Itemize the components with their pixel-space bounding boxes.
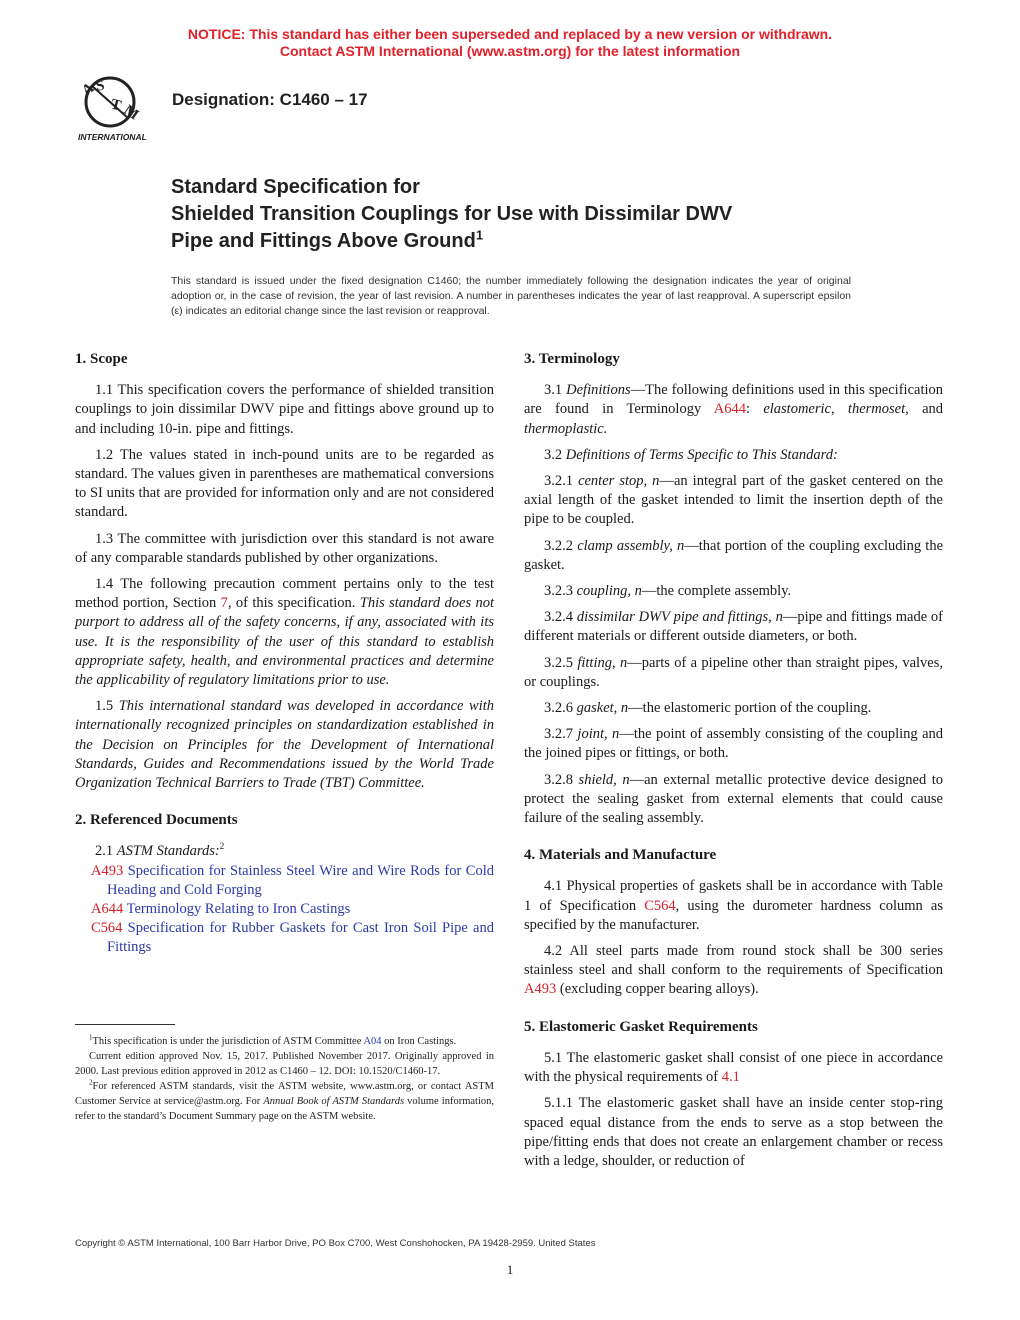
para-2-1-num: 2.1 [95,843,117,860]
right-column [524,350,943,1178]
title-line-2: Shielded Transition Couplings for Use with Dissimilar DWV [171,203,733,225]
para-3-2-italic: Definitions of Terms Specific to This Standard: [565,446,838,463]
para-1-4-italic: This standard does not purport to address all of the safety concerns, if any, associated with its use. It is the responsibility of the user of this standard to establish appropriate safety, health, and environmental practices and determine the applicability of regulatory limitations prior to use. [75,595,495,689]
def-term: coupling, n [576,583,642,600]
footnote-2 [75,1079,494,1124]
footnote-divider [75,1024,175,1025]
copyright-line: Copyright © ASTM International, 100 Barr Harbor Drive, PO Box C700, West Conshohocken, PA 19428-2959. United States [75,1238,596,1249]
def-term: fitting, n [577,654,628,671]
definition-3-2-3 [524,582,943,601]
def-num: 3.2.1 [544,473,579,490]
def-text: —the complete assembly. [641,583,792,600]
def-num: 3.2.2 [544,537,578,554]
section-4-1-link[interactable]: 4.1 [721,1069,740,1086]
def-text: —an external metallic protective device designed to protect the sealing gasket from external elements that could cause failure of the sealing assembly. [524,771,944,827]
notice-line-1: NOTICE: This standard has either been superseded and replaced by a new version or withdrawn. [187,26,833,42]
para-5-1 [524,1049,943,1087]
footnote-2-text-b: volume information, refer to the standard’s Document Summary page on the ASTM website. [75,1096,494,1122]
designation: Designation: C1460 – 17 [172,90,368,109]
para-5-1-text: 5.1 The elastomeric gasket shall consist of one piece in accordance with the physical requirements of [524,1049,943,1086]
issuance-note: This standard is issued under the fixed designation C1460; the number immediately following the designation indicates the year of original adoption or, in the case of revision, the year of last revision. A number in parentheses indicates the year of last reapproval. A superscript epsilon (ε) indicates an editorial change since the last revision or reapproval. [171,275,851,317]
definition-3-2-4 [524,608,943,646]
section-scope-heading: 1. Scope [75,351,128,367]
def-num: 3.2.8 [544,771,579,788]
para-3-2 [524,446,943,465]
ref-code[interactable]: A493 [91,862,124,879]
definition-3-2-8 [524,771,943,829]
para-3-1-terms: elastomeric, thermoset, [763,401,909,418]
logo-wordmark: INTERNATIONAL [78,132,147,142]
para-3-1-term: Definitions [566,382,631,399]
footnote-2-italic: Annual Book of ASTM Standards [263,1096,405,1107]
para-1-4-text-b: , of this specification. [227,595,360,612]
title-line-3: Pipe and Fittings Above Ground [171,230,476,252]
a493-link[interactable]: A493 [524,981,557,998]
a644-link[interactable]: A644 [713,401,746,418]
document-title [171,174,871,255]
def-term: shield, n [578,771,630,788]
para-1-5 [75,697,494,793]
def-term: joint, n [577,726,620,743]
footnote-1-text-a: This specification is under the jurisdiction of ASTM Committee [92,1036,364,1047]
svg-text:M: M [120,102,142,124]
svg-text:T: T [108,96,123,115]
definition-3-2-5 [524,654,943,692]
ref-a644[interactable] [91,900,494,919]
astm-logo [70,72,162,144]
def-num: 3.2.7 [544,726,578,743]
para-2-1-footnote-mark: 2 [219,841,225,852]
footnotes [75,1034,494,1124]
para-1-5-italic: This international standard was developed in accordance with internationally recognized principles on standardization established in the Decision on Principles for the Development of International Standards, Guides and Recommendations issued by the World Trade Organization Technical Barriers to Trade (TBT) Committee. [75,698,494,792]
footnote-1-text-b: on Iron Castings. [381,1036,457,1047]
section-7-link[interactable]: 7 [220,595,228,612]
astm-logo-mark [70,72,162,144]
para-4-2 [524,942,943,1000]
para-3-1-term-last: thermoplastic. [524,420,608,437]
para-5-1-1: 5.1.1 The elastomeric gasket shall have an inside center stop-ring spaced equal distance from the ends to serve as a stop between the pipe/fitting ends that does not create an enlargement chamber or recess with a ledge, shoulder, or reduction of [524,1095,943,1169]
para-4-1-text-b: , using the durometer hardness column as specified by the manufacturer. [524,897,943,933]
def-text: —parts of a pipeline other than straight pipes, valves, or couplings. [524,654,943,690]
para-3-1-num: 3.1 [544,382,567,399]
svg-text:A: A [79,79,98,100]
para-4-2-text-b: (excluding copper bearing alloys). [556,981,759,998]
para-2-1 [75,842,494,861]
def-term: dissimilar DWV pipe and fittings, n [576,609,783,626]
para-1-4 [75,575,494,690]
left-column [75,350,494,958]
section-referenced-docs-heading: 2. Referenced Documents [75,812,238,829]
footnote-1-edition: Current edition approved Nov. 15, 2017. Published November 2017. Originally approved in 2000. Last previous edition approved in 2012 as C1460 – 12. DOI: 10.1520/C1460-17. [75,1051,494,1077]
def-term: center stop, n [578,473,660,490]
def-num: 3.2.6 [544,700,577,717]
footnote-1 [75,1034,494,1049]
svg-text:S: S [94,77,106,95]
committee-a04-link[interactable]: A04 [363,1036,382,1047]
footnote-2-text-a: For referenced ASTM standards, visit the ASTM website, www.astm.org, or contact ASTM Customer Service at service@astm.org. For [75,1081,494,1107]
notice-line-2: Contact ASTM International (www.astm.org) for the latest information [279,43,741,59]
para-2-1-italic: ASTM Standards: [116,843,220,860]
para-3-1-text: —The following definitions used in this specification are found in Terminology [524,382,943,418]
title-line-1: Standard Specification for [171,176,420,198]
para-4-1-text-a: 4.1 Physical properties of gaskets shall be in accordance with Table 1 of Specification [524,878,943,914]
c564-link[interactable]: C564 [644,897,676,914]
def-text: —pipe and fittings made of different materials or different outside diameters, or both. [524,609,944,645]
para-1-4-text-a: 1.4 The following precaution comment pertains only to the test method portion, Section [75,576,494,612]
para-1-1: 1.1 This specification covers the performance of shielded transition couplings to join dissimilar DWV pipe and fittings above ground up to and including 10-in. pipe and fittings. [75,382,494,437]
def-term: gasket, n [576,700,629,717]
definition-3-2-2 [524,537,943,575]
ref-a493[interactable] [91,862,494,900]
def-num: 3.2.3 [544,583,577,600]
footnote-2-mark: 2 [89,1078,93,1087]
para-4-2-text-a: 4.2 All steel parts made from round stock shall be 300 series stainless steel and shall conform to the requirements of Specification [524,943,943,979]
ref-title[interactable]: Terminology Relating to Iron Castings [123,901,351,918]
definition-3-2-6 [524,699,943,718]
title-footnote-mark: 1 [475,227,484,243]
def-num: 3.2.5 [544,654,578,671]
def-term: clamp assembly, n [577,537,685,554]
para-3-1-and: and [908,401,944,418]
def-text: —that portion of the coupling excluding the gasket. [524,537,944,573]
def-text: —an integral part of the gasket centered on the axial length of the gasket intended to limit the insertion depth of the pipe to be coupled. [524,473,944,528]
def-text: —the point of assembly consisting of the coupling and the joined pipes or fittings, or both. [524,726,944,762]
ref-title[interactable]: Specification for Rubber Gaskets for Cast Iron Soil Pipe and Fittings [107,920,494,956]
ref-code[interactable]: A644 [91,901,124,918]
para-4-1 [524,877,943,935]
section-gasket-heading: 5. Elastomeric Gasket Requirements [524,1018,758,1035]
page-number: 1 [506,1262,514,1277]
section-materials-heading: 4. Materials and Manufacture [524,847,717,864]
para-1-5-num: 1.5 [95,698,119,715]
para-3-2-num: 3.2 [544,446,566,463]
footnote-1-mark: 1 [89,1033,93,1042]
para-3-1 [524,381,943,439]
para-3-1-colon: : [745,401,764,418]
def-text: —the elastomeric portion of the coupling. [628,700,872,717]
withdrawal-notice [0,26,1020,60]
definition-3-2-1 [524,472,943,530]
def-num: 3.2.4 [544,609,577,626]
para-1-2: 1.2 The values stated in inch-pound units are to be regarded as standard. The values given in parentheses are mathematical conversions to SI units that are provided for information only and are not considered standard. [75,446,494,521]
ref-title[interactable]: Specification for Stainless Steel Wire and Wire Rods for Cold Heading and Cold Forging [107,862,494,898]
ref-c564[interactable] [91,919,494,957]
definition-3-2-7 [524,725,943,763]
ref-code[interactable]: C564 [91,920,123,937]
section-terminology-heading: 3. Terminology [524,351,620,367]
para-1-3: 1.3 The committee with jurisdiction over this standard is not aware of any comparable standards published by other organizations. [75,530,494,566]
